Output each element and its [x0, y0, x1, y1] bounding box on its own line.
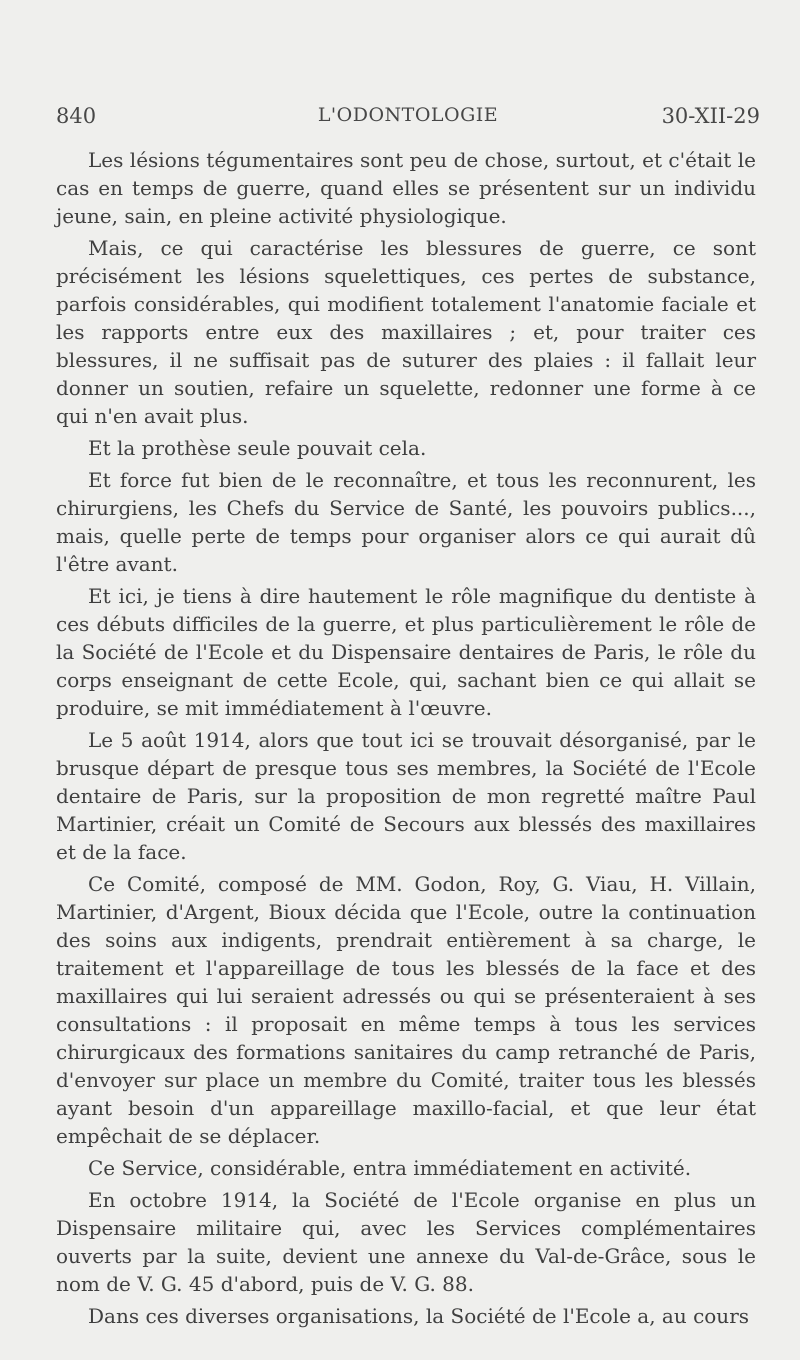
paragraph: Le 5 août 1914, alors que tout ici se trouvait désorganisé, par le brusque départ de presque tous ses membres, la Société de l'Ecole dentaire de Paris, sur la proposition de mon regretté maître Paul Martinier, créait un Comité de Secours aux blessés des maxillaires et de la face. [56, 728, 756, 864]
paragraph: En octobre 1914, la Société de l'Ecole organise en plus un Dispensaire militaire qui, avec les Services complémentaires ouverts par la suite, devient une annexe du Val-de-Grâce, sous le nom de V. G. 45 d'abord, puis de V. G. 88. [56, 1188, 756, 1296]
issue-date: 30-XII-29 [661, 104, 760, 128]
page-number: 840 [56, 104, 97, 128]
paragraph: Dans ces diverses organisations, la Société de l'Ecole a, au cours [88, 1304, 750, 1328]
paragraph: Ce Service, considérable, entra immédiatement en activité. [88, 1156, 692, 1180]
body-text [56, 146, 756, 1330]
journal-title: L'ODONTOLOGIE [317, 104, 499, 126]
running-header [56, 104, 760, 134]
paragraph: Et la prothèse seule pouvait cela. [88, 436, 427, 460]
paragraph: Les lésions tégumentaires sont peu de chose, surtout, et c'était le cas en temps de guerre, quand elles se présentent sur un individu jeune, sain, en pleine activité physiologique. [56, 148, 756, 228]
paragraph: Mais, ce qui caractérise les blessures de guerre, ce sont précisément les lésions squelettiques, ces pertes de substance, parfois considérables, qui modifient totalement l'anatomie faciale et les rapports entre eux des maxillaires ; et, pour traiter ces blessures, il ne suffisait pas de suturer des plaies : il fallait leur donner un soutien, refaire un squelette, redonner une forme à ce qui n'en avait plus. [56, 236, 756, 428]
paragraph: Et force fut bien de le reconnaître, et tous les reconnurent, les chirurgiens, les Chefs du Service de Santé, les pouvoirs publics..., mais, quelle perte de temps pour organiser alors ce qui aurait dû l'être avant. [56, 468, 756, 576]
paragraph: Ce Comité, composé de MM. Godon, Roy, G. Viau, H. Villain, Martinier, d'Argent, Bioux décida que l'Ecole, outre la continuation des soins aux indigents, prendrait entièrement à sa charge, le traitement et l'appareillage de tous les blessés de la face et des maxillaires qui lui seraient adressés ou qui se présenteraient à ses consultations : il proposait en même temps à tous les services chirurgicaux des formations sanitaires du camp retranché de Paris, d'envoyer sur place un membre du Comité, traiter tous les blessés ayant besoin d'un appareillage maxillo-facial, et que leur état empêchait de se déplacer. [56, 872, 756, 1148]
paragraph: Et ici, je tiens à dire hautement le rôle magnifique du dentiste à ces débuts difficiles de la guerre, et plus particulièrement le rôle de la Société de l'Ecole et du Dispensaire dentaires de Paris, le rôle du corps enseignant de cette Ecole, qui, sachant bien ce qui allait se produire, se mit immédiatement à l'œuvre. [56, 584, 756, 720]
